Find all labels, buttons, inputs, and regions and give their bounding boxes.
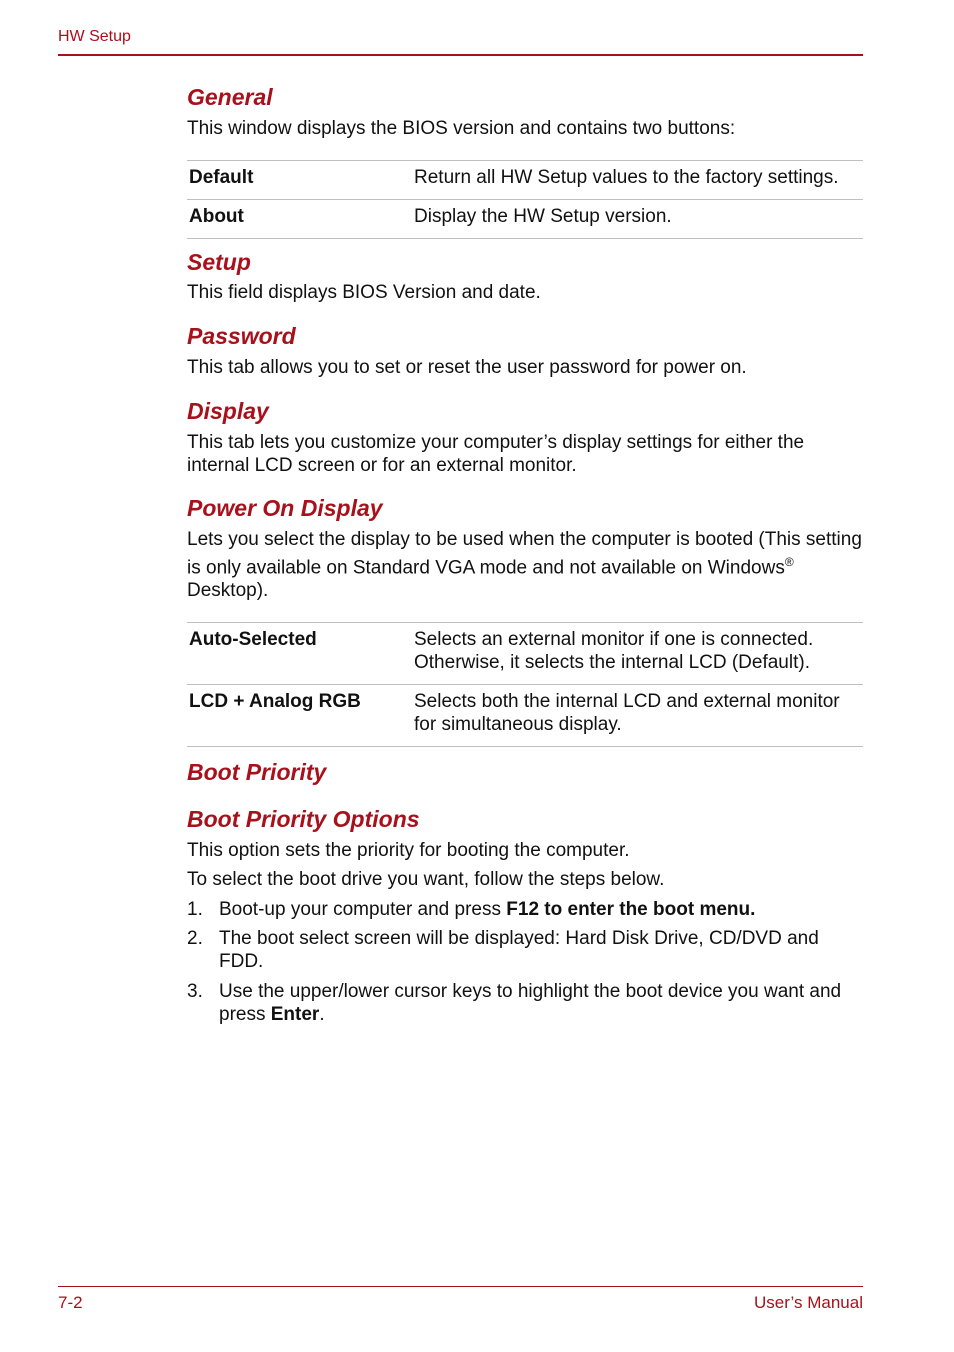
step-text: The boot select screen will be displayed: Hard Disk Drive, CD/DVD and FDD. (219, 928, 819, 973)
heading-boot-priority-options: Boot Priority Options (187, 806, 420, 833)
term-lcd-analog-rgb: LCD + Analog RGB (187, 685, 412, 747)
table-row (187, 161, 863, 200)
footer-rule (58, 1286, 863, 1287)
running-header: HW Setup (58, 28, 131, 45)
heading-display: Display (187, 398, 269, 424)
power-on-display-text (187, 528, 863, 602)
table-row (187, 623, 863, 685)
setup-text: This field displays BIOS Version and date. (187, 282, 541, 303)
boot-steps-list (187, 898, 863, 1026)
step-number: 3. (187, 981, 203, 1003)
heading-power-on-display: Power On Display (187, 495, 383, 521)
heading-password: Password (187, 323, 296, 349)
desc-lcd-analog-rgb: Selects both the internal LCD and external monitor for simultaneous display. (412, 685, 863, 747)
term-default: Default (187, 161, 412, 200)
term-auto-selected: Auto-Selected (187, 623, 412, 685)
power-on-display-text-b: Desktop). (187, 580, 269, 602)
step-bold: Enter (270, 1004, 320, 1026)
general-intro: This window displays the BIOS version and contains two buttons: (187, 118, 736, 139)
boot-priority-p2: To select the boot drive you want, follow the steps below. (187, 869, 665, 891)
step-number: 2. (187, 928, 203, 950)
desc-about: Display the HW Setup version. (412, 200, 863, 239)
step-text-tail: . (319, 1004, 325, 1026)
list-item (187, 927, 863, 973)
general-buttons-table (187, 160, 863, 239)
page-number: 7-2 (58, 1293, 83, 1312)
step-text: Boot-up your computer and press (219, 899, 507, 921)
list-item (187, 898, 863, 921)
desc-auto-selected: Selects an external monitor if one is connected. Otherwise, it selects the internal LCD (Default). (412, 623, 863, 685)
desc-default: Return all HW Setup values to the factory settings. (412, 161, 863, 200)
header-rule (58, 54, 863, 56)
table-row (187, 200, 863, 239)
registered-mark: ® (784, 555, 794, 569)
password-text: This tab allows you to set or reset the user password for power on. (187, 357, 747, 378)
display-text: This tab lets you customize your computer’s display settings for either the internal LCD screen or for an external monitor. (187, 432, 805, 476)
term-about: About (187, 200, 412, 239)
power-on-display-text-a: Lets you select the display to be used when the computer is booted (This setting is only available on Standard VGA mode and not available on Windows (187, 529, 862, 579)
step-number: 1. (187, 899, 203, 921)
page-content (187, 82, 863, 1026)
step-text: Use the upper/lower cursor keys to highlight the boot device you want and press (219, 981, 842, 1026)
power-on-display-table (187, 622, 863, 747)
boot-priority-p1: This option sets the priority for booting the computer. (187, 840, 630, 862)
heading-boot-priority: Boot Priority (187, 759, 327, 786)
table-row (187, 685, 863, 747)
list-item (187, 980, 863, 1026)
manual-title: User’s Manual (754, 1293, 863, 1312)
heading-setup: Setup (187, 249, 251, 275)
heading-general: General (187, 84, 273, 110)
step-bold: F12 to enter the boot menu. (506, 899, 756, 921)
